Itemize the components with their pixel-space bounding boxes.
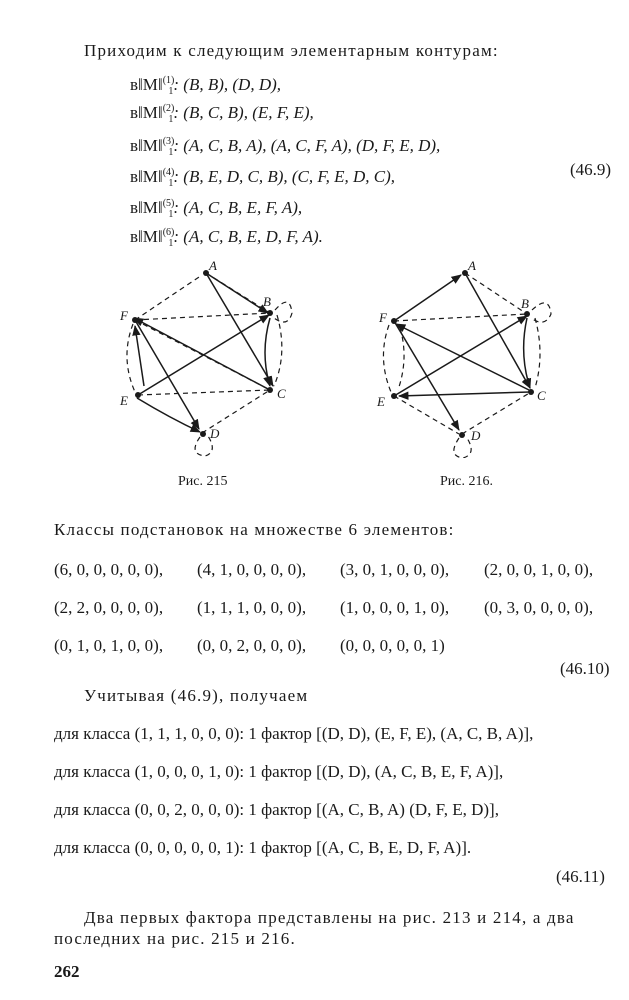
contour-prefix: в‖M‖ <box>130 227 163 246</box>
figure-216-caption: Рис. 216. <box>440 474 493 489</box>
edge-f-e-dashed <box>383 325 391 392</box>
class-item: (3, 0, 1, 0, 0, 0), <box>340 560 450 579</box>
edge-a-b-dashed <box>206 273 270 313</box>
equation-number-46-11: (46.11) <box>556 867 605 886</box>
edge-e-f <box>135 326 144 386</box>
edge-a-c <box>206 273 273 386</box>
edge-f-e-dashed <box>127 324 135 392</box>
label-d: D <box>210 426 220 441</box>
node-f <box>391 318 397 324</box>
class-item: (0, 0, 2, 0, 0, 0), <box>197 636 307 655</box>
contour-sub: 1 <box>168 178 174 189</box>
contour-text: : (B, E, D, C, B), (C, F, E, D, C), <box>173 167 395 186</box>
class-item: (2, 0, 0, 1, 0, 0), <box>484 560 594 579</box>
contour-line-6 <box>130 227 323 249</box>
label-c: C <box>277 386 286 401</box>
label-d: D <box>471 428 481 443</box>
node-e <box>391 393 397 399</box>
equation-number-46-10: (46.10) <box>560 659 610 678</box>
contour-sub: 1 <box>168 147 174 158</box>
loop-b-dashed <box>274 302 292 322</box>
contour-text: : (A, C, B, A), (A, C, F, A), (D, F, E, D), <box>173 136 441 155</box>
label-f: F <box>120 308 128 323</box>
label-f: F <box>379 310 387 325</box>
page-number: 262 <box>54 962 80 981</box>
edge-c-e <box>399 392 530 396</box>
figure-216-graph <box>367 258 567 458</box>
contour-sup: (3) <box>162 136 175 147</box>
label-b: B <box>521 296 529 311</box>
contour-prefix: в‖M‖ <box>130 198 163 217</box>
edge-e-c-dashed <box>138 390 270 395</box>
conclusion-line-2: последних на рис. 215 и 216. <box>54 929 296 948</box>
loop-d-dashed <box>454 438 471 458</box>
label-a: A <box>209 258 217 273</box>
contour-line-5 <box>130 198 302 220</box>
class-item: (0, 3, 0, 0, 0, 0), <box>484 598 594 617</box>
classes-title: Классы подстановок на множестве 6 элементов: <box>54 520 455 539</box>
class-item: (1, 0, 0, 0, 1, 0), <box>340 598 450 617</box>
contour-sup: (6) <box>162 227 175 238</box>
contour-text: : (A, C, B, E, D, F, A). <box>173 227 323 246</box>
label-e: E <box>377 394 385 409</box>
node-d <box>200 431 206 437</box>
class-item: (4, 1, 0, 0, 0, 0), <box>197 560 307 579</box>
contour-line-2 <box>130 103 314 125</box>
node-d <box>459 432 465 438</box>
contour-sub: 1 <box>168 86 174 97</box>
edge-f-d <box>394 321 459 430</box>
contour-prefix: в‖M‖ <box>130 103 163 122</box>
factor-line: для класса (1, 1, 1, 0, 0, 0): 1 фактор [(D, D), (E, F, E), (A, C, B, A)], <box>54 724 534 743</box>
equation-number-46-9: (46.9) <box>570 160 612 179</box>
contour-sub: 1 <box>168 114 174 125</box>
edge-b-c <box>265 318 270 386</box>
contour-sub: 1 <box>168 238 174 249</box>
node-c <box>267 387 273 393</box>
factor-line: для класса (1, 0, 0, 0, 1, 0): 1 фактор [(D, D), (A, C, B, E, F, A)], <box>54 762 504 781</box>
edge-b-c-dashed <box>535 318 540 388</box>
node-e <box>135 392 141 398</box>
contour-line-3 <box>130 136 440 158</box>
class-item: (0, 0, 0, 0, 0, 1) <box>340 636 445 655</box>
edge-f-b-dashed <box>135 313 270 320</box>
edge-f-a-dashed <box>135 275 202 320</box>
class-item: (1, 1, 1, 0, 0, 0), <box>197 598 307 617</box>
contour-prefix: в‖M‖ <box>130 136 163 155</box>
class-item: (0, 1, 0, 1, 0, 0), <box>54 636 164 655</box>
contour-prefix: в‖M‖ <box>130 167 163 186</box>
contour-sup: (4) <box>162 167 175 178</box>
label-c: C <box>537 388 546 403</box>
loop-b-dashed <box>531 303 551 322</box>
figure-215-caption: Рис. 215 <box>178 474 228 489</box>
intro-text: Приходим к следующим элементарным контурам: <box>84 41 499 60</box>
node-f <box>132 317 138 323</box>
contour-sup: (2) <box>162 103 175 114</box>
factor-line: для класса (0, 0, 2, 0, 0, 0): 1 фактор [(A, C, B, A) (D, F, E, D)], <box>54 800 499 819</box>
label-b: B <box>263 294 271 309</box>
contour-line-1 <box>130 75 281 97</box>
contour-text: : (A, C, B, E, F, A), <box>173 198 303 217</box>
edge-a-b-dashed <box>465 273 527 314</box>
contour-sup: (5) <box>162 198 175 209</box>
contour-text: : (B, B), (D, D), <box>173 75 282 94</box>
contour-sup: (1) <box>162 75 175 86</box>
edge-f-b-dashed <box>394 314 527 321</box>
label-a: A <box>468 258 476 273</box>
figure-215-graph <box>110 258 310 458</box>
contour-line-4 <box>130 167 395 189</box>
contour-prefix: в‖M‖ <box>130 75 163 94</box>
contour-text: : (B, C, B), (E, F, E), <box>173 103 314 122</box>
label-e: E <box>120 393 128 408</box>
class-item: (2, 2, 0, 0, 0, 0), <box>54 598 164 617</box>
edge-b-c-dashed <box>274 315 282 386</box>
factor-line: для класса (0, 0, 0, 0, 0, 1): 1 фактор [(A, C, B, E, D, F, A)]. <box>54 838 472 857</box>
edge-f-a <box>394 275 461 321</box>
considering-text: Учитывая (46.9), получаем <box>84 686 309 705</box>
class-item: (6, 0, 0, 0, 0, 0), <box>54 560 164 579</box>
node-c <box>528 389 534 395</box>
conclusion-line-1: Два первых фактора представлены на рис. 213 и 214, а два <box>84 908 575 927</box>
edge-a-c <box>465 273 530 388</box>
node-b <box>267 310 273 316</box>
contour-sub: 1 <box>168 209 174 220</box>
edge-f-d <box>135 320 199 429</box>
node-b <box>524 311 530 317</box>
